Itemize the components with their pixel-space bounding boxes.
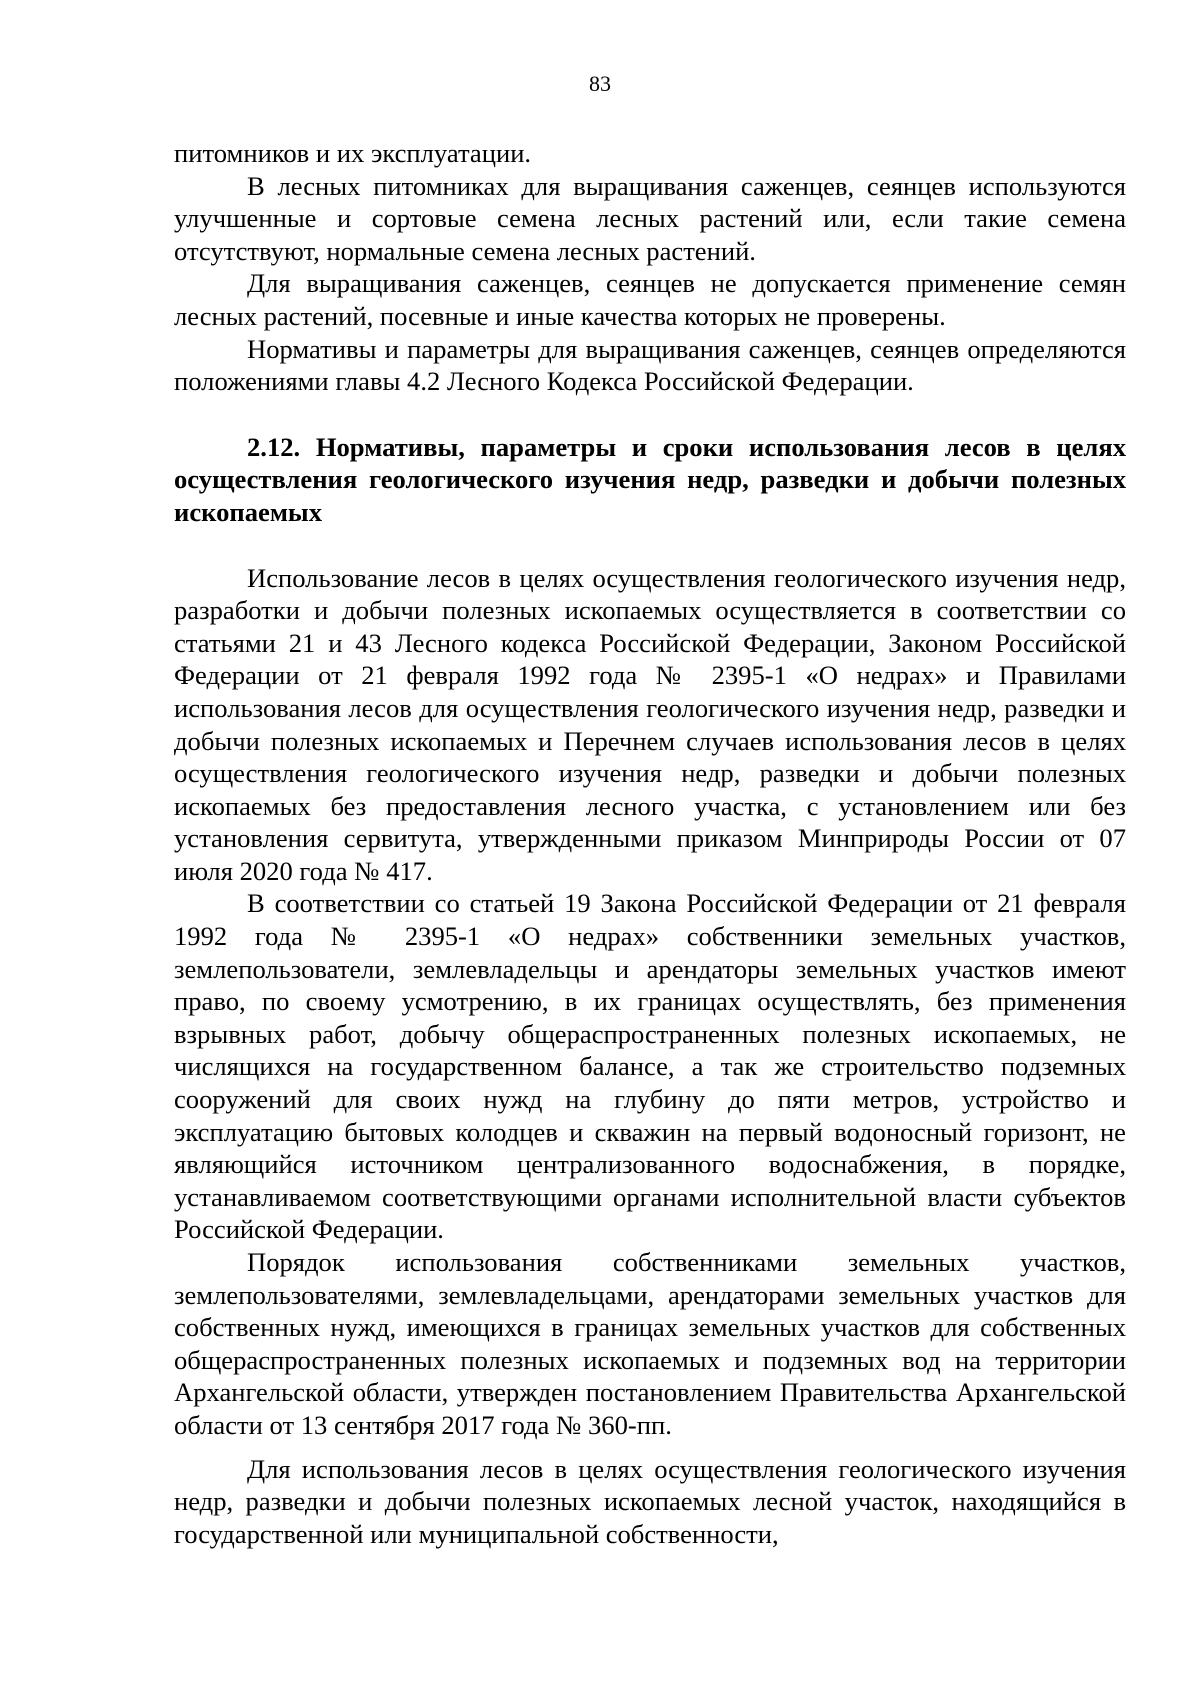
paragraph-norms: Нормативы и параметры для выращивания саженцев, сеянцев определяются положениями главы 4.2 Лесного Кодекса Российской Федерации. (174, 333, 1126, 397)
page-number: 83 (589, 71, 611, 96)
section-heading: 2.12. Нормативы, параметры и сроки использования лесов в целях осуществления геологического изучения недр, разведки и добычи полезных ископаемых (174, 431, 1126, 527)
page-content (174, 137, 1126, 1550)
paragraph-seed-restriction: Для выращивания саженцев, сеянцев не допускается применение семян лесных растений, посевные и иные качества которых не проверены. (174, 268, 1126, 331)
paragraph-seeds: В лесных питомниках для выращивания саженцев, сеянцев используются улучшенные и сортовые семена лесных растений или, если такие семена отсутствуют, нормальные семена лесных растений. (174, 170, 1126, 266)
paragraph-continuation: питомников и их эксплуатации. (174, 138, 532, 168)
paragraph-procedure: Порядок использования собственниками земельных участков, землепользователями, землевладельцами, арендаторами земельных участков для собственных нужд, имеющихся в границах земельных участков для собственных общераспространенных полезных ископаемых и подземных вод на территории Архангельской области, утвержден постановлением Правительства Архангельской области от 13 сентября 2017 года № 360-пп. (174, 1247, 1126, 1440)
paragraph-forest-use: Использование лесов в целях осуществления геологического изучения недр, разработки и добычи полезных ископаемых осуществляется в соответствии со статьями 21 и 43 Лесного кодекса Российской Федерации, Законом Российской Федерации от 21 февраля 1992 года № 2395-1 «О недрах» и Правилами использования лесов для осуществления геологического изучения недр, разведки и добычи полезных ископаемых и Перечнем случаев использования лесов в целях осуществления геологического изучения недр, разведки и добычи полезных ископаемых без предоставления лесного участка, с установлением или без установления сервитута, утвержденными приказом Минприроды России от 07 июля 2020 года № 417. (174, 562, 1126, 886)
paragraph-article-19: В соответствии со статьей 19 Закона Российской Федерации от 21 февраля 1992 года № 2395-1 «О недрах» собственники земельных участков, землепользователи, землевладельцы и арендаторы земельных участков имеют право, по своему усмотрению, в их границах осуществлять, без применения взрывных работ, добычу общераспространенных полезных ископаемых, не числящихся на государственном балансе, а так же строительство подземных сооружений для своих нужд на глубину до пяти метров, устройство и эксплуатацию бытовых колодцев и скважин на первый водоносный горизонт, не являющийся источником централизованного водоснабжения, в порядке, устанавливаемом соответствующими органами исполнительной власти субъектов Российской Федерации. (174, 888, 1126, 1245)
paragraph-land-plot: Для использования лесов в целях осуществления геологического изучения недр, разведки и добычи полезных ископаемых лесной участок, находящийся в государственной или муниципальной собственности, (174, 1453, 1126, 1549)
